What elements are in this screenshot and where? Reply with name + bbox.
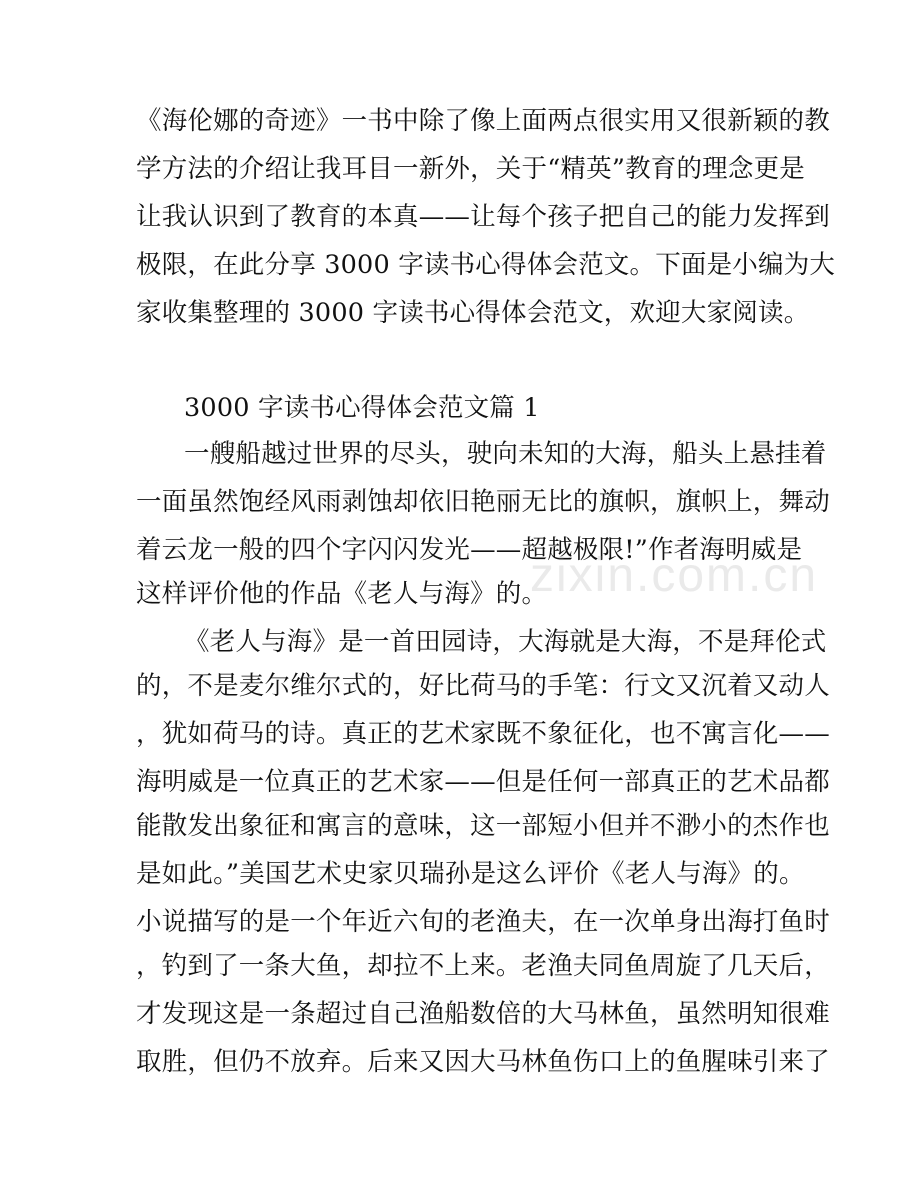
paragraph-line: 着云龙一般的四个字闪闪发光——超越极限!”作者海明威是 xyxy=(136,535,803,565)
intro-line: 《海伦娜的奇迹》一书中除了像上面两点很实用又很新颖的教 xyxy=(136,106,830,136)
paragraph-line: 是如此。”美国艺术史家贝瑞孙是这么评价《老人与海》的。 xyxy=(136,859,805,889)
paragraph-line: 才发现这是一条超过自己渔船数倍的大马林鱼，虽然明知很难 xyxy=(136,999,830,1029)
intro-line: 极限，在此分享 3000 字读书心得体会范文。下面是小编为大 xyxy=(136,250,836,280)
intro-line: 让我认识到了教育的本真——让每个孩子把自己的能力发挥到 xyxy=(136,202,830,232)
paragraph-line: 《老人与海》是一首田园诗，大海就是大海，不是拜伦式 xyxy=(184,627,827,657)
paragraph-line: 这样评价他的作品《老人与海》的。 xyxy=(136,579,548,609)
intro-line: 家收集整理的 3000 字读书心得体会范文，欢迎大家阅读。 xyxy=(136,298,810,328)
paragraph-line: 能散发出象征和寓言的意味，这一部短小但并不渺小的杰作也 xyxy=(136,811,830,841)
section-heading: 3000 字读书心得体会范文篇 1 xyxy=(184,393,540,423)
paragraph-line: 海明威是一位真正的艺术家——但是任何一部真正的艺术品都 xyxy=(136,767,830,797)
paragraph-line: ，钓到了一条大鱼，却拉不上来。老渔夫同鱼周旋了几天后， xyxy=(136,951,830,981)
paragraph-line: 的，不是麦尔维尔式的，好比荷马的手笔：行文又沉着又动人 xyxy=(136,671,830,701)
watermark-text: zixin.com.cn xyxy=(530,549,819,602)
paragraph-line: 小说描写的是一个年近六旬的老渔夫，在一次单身出海打鱼时 xyxy=(136,907,830,937)
intro-line: 学方法的介绍让我耳目一新外，关于“精英”教育的理念更是 xyxy=(136,154,805,184)
paragraph-line: 一艘船越过世界的尽头，驶向未知的大海，船头上悬挂着 xyxy=(184,439,827,469)
paragraph-line: ，犹如荷马的诗。真正的艺术家既不象征化，也不寓言化—— xyxy=(136,719,830,749)
paragraph-line: 一面虽然饱经风雨剥蚀却依旧艳丽无比的旗帜，旗帜上，舞动 xyxy=(136,487,830,517)
paragraph-line: 取胜，但仍不放弃。后来又因大马林鱼伤口上的鱼腥味引来了 xyxy=(136,1047,830,1077)
